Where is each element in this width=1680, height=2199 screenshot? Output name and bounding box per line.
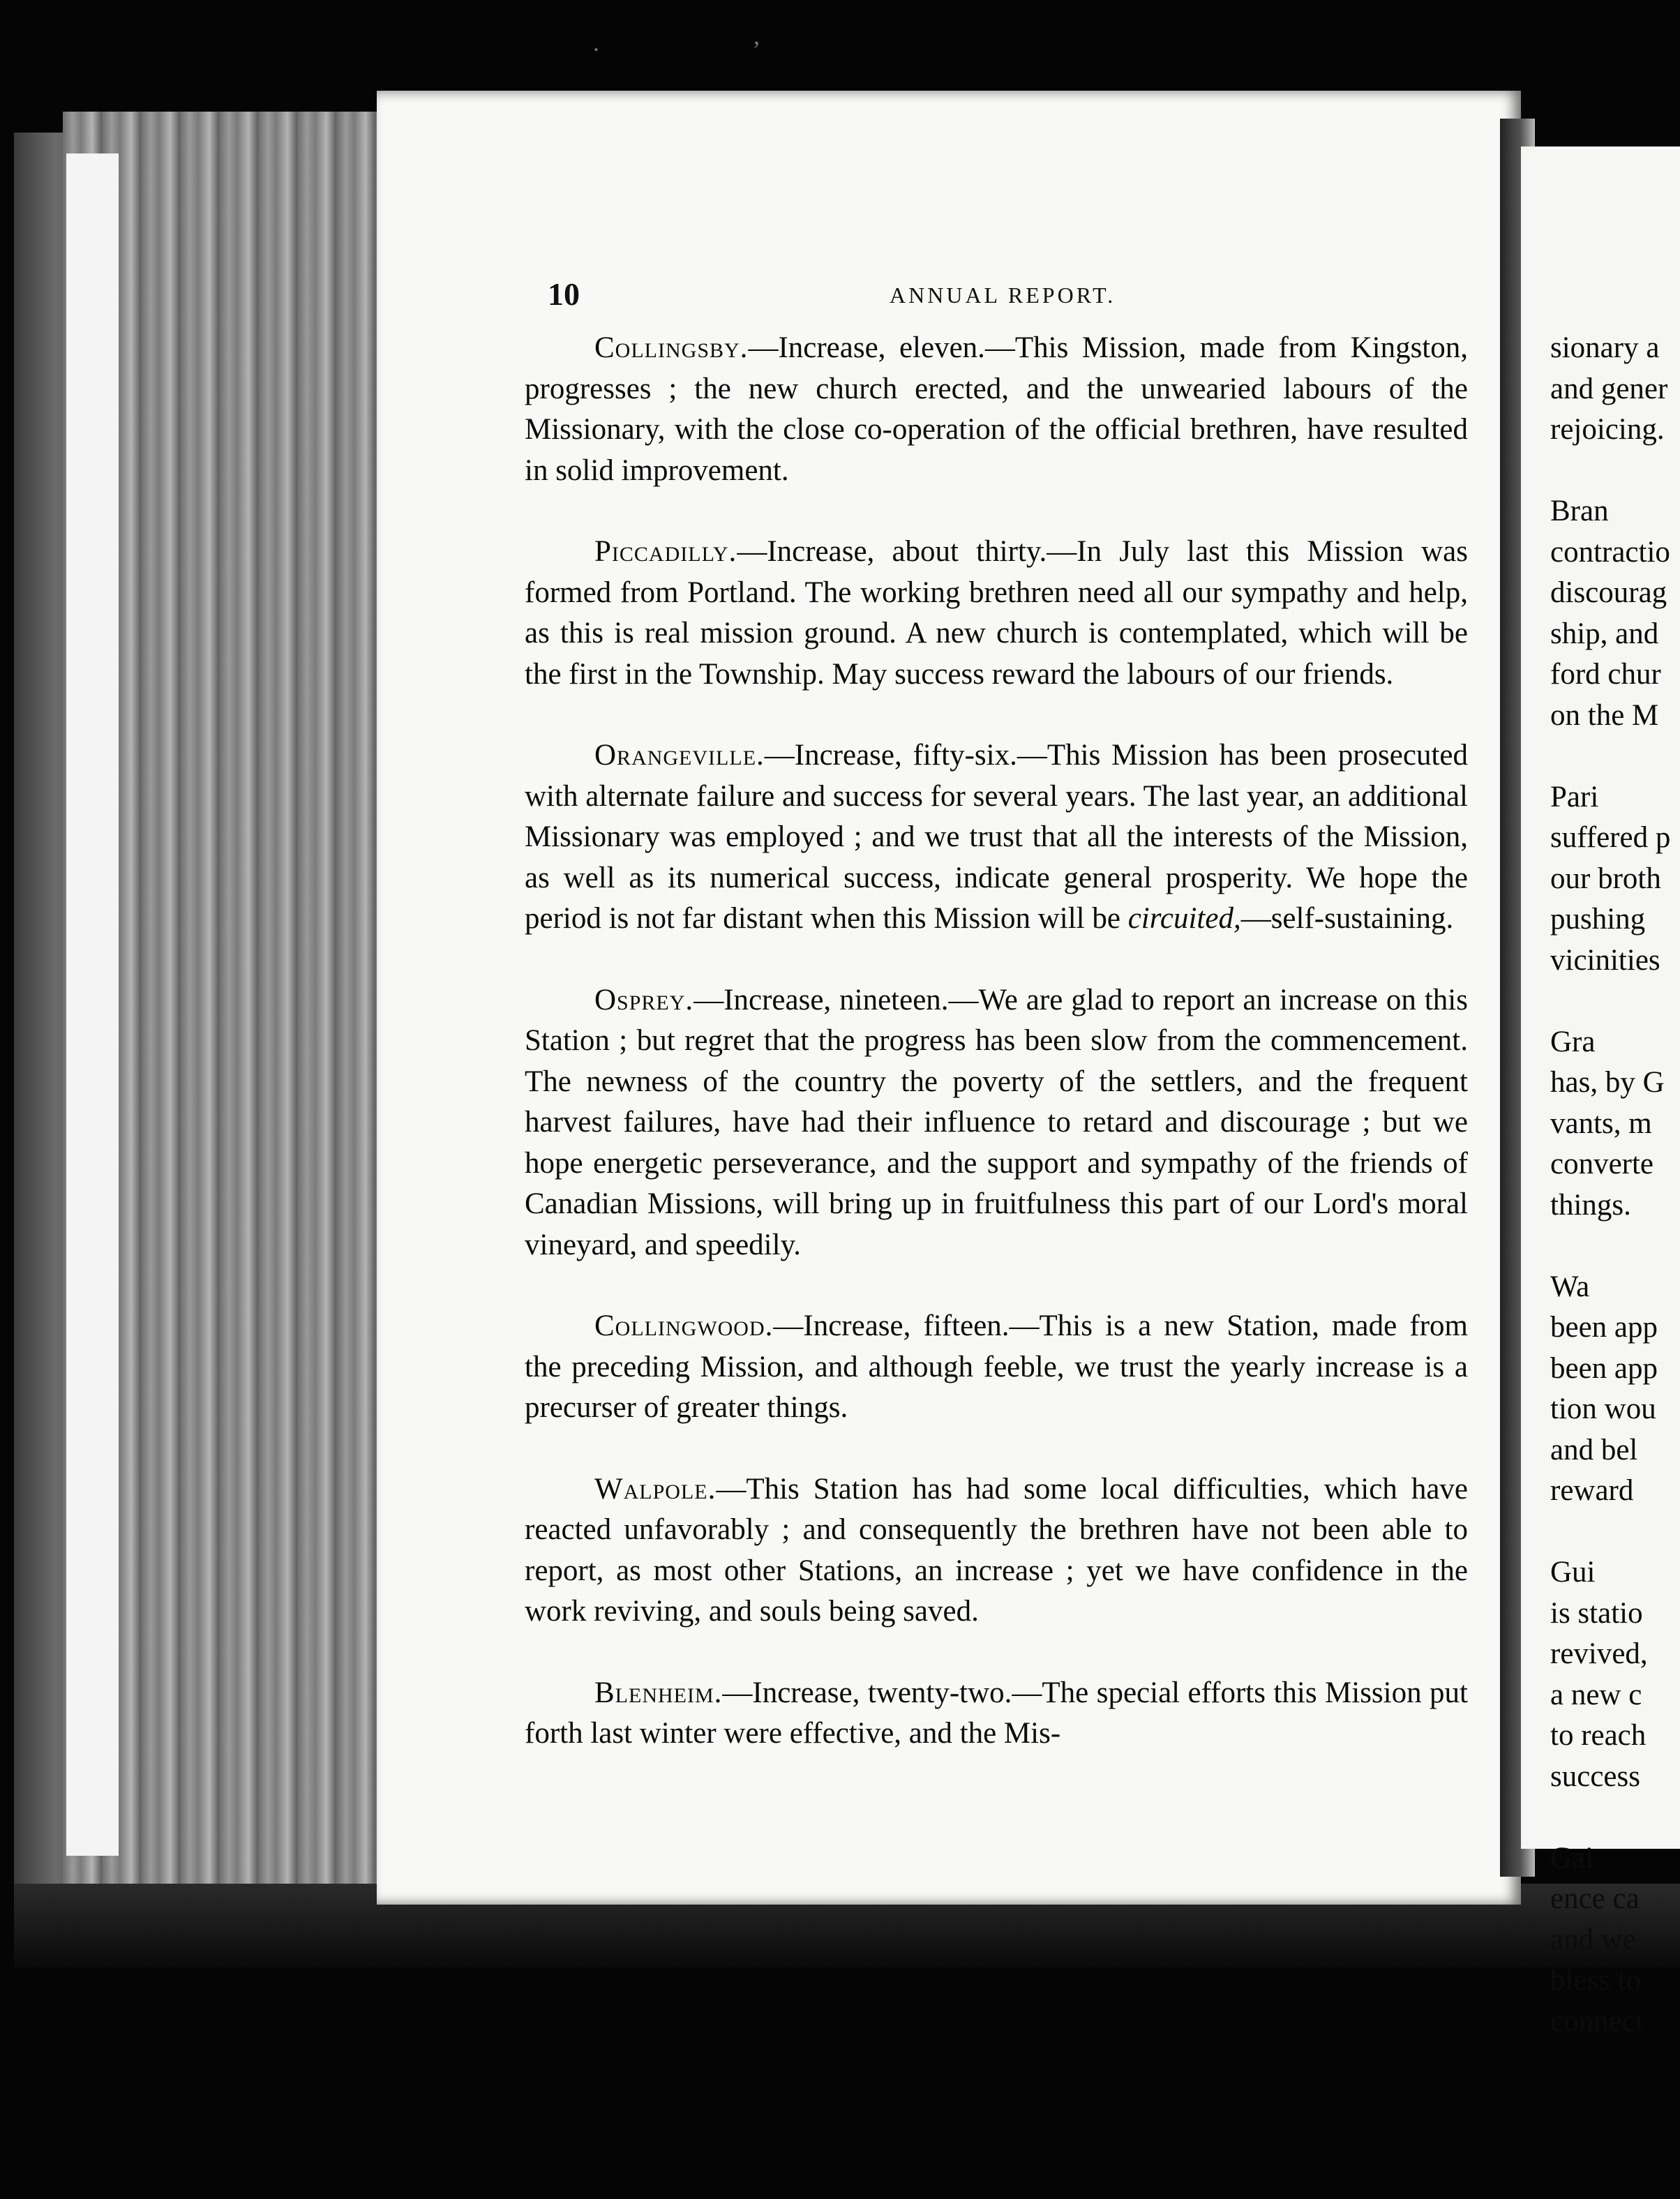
paragraph-piccadilly bbox=[525, 532, 1468, 695]
right-page-line: been app bbox=[1550, 1351, 1658, 1385]
right-page-text bbox=[1550, 328, 1680, 2042]
right-page-line: on the M bbox=[1550, 698, 1659, 732]
paragraph-body: —Increase, twenty-two.—The special efforts this Mission put forth last winter were effective, and the Mis- bbox=[525, 1676, 1468, 1750]
page-header bbox=[548, 276, 1469, 317]
right-page-line: pushing bbox=[1550, 903, 1646, 936]
scan-speck: , bbox=[753, 22, 760, 50]
right-page-gap bbox=[1550, 736, 1680, 777]
right-page-line: Gai bbox=[1550, 1841, 1594, 1875]
right-page-line: contractio bbox=[1550, 535, 1670, 569]
page-number: 10 bbox=[548, 276, 580, 312]
running-head: ANNUAL REPORT. bbox=[890, 283, 1116, 308]
paragraph-osprey bbox=[525, 980, 1468, 1266]
paragraph-body: —Increase, about thirty.—In July last this Mission was formed from Portland. The working brethren need all our sympathy and help, as this is real mission ground. A new church is contemplated, which will be the first in the Township. May success reward the labours of our friends. bbox=[525, 535, 1468, 691]
right-page-line: to reach bbox=[1550, 1719, 1647, 1752]
right-page-gap bbox=[1550, 1226, 1680, 1267]
paragraph-blenheim bbox=[525, 1673, 1468, 1755]
right-page-gap bbox=[1550, 451, 1680, 492]
right-page-line: sionary a bbox=[1550, 331, 1660, 364]
right-page-gap bbox=[1550, 1797, 1680, 1838]
station-name: Blenheim. bbox=[594, 1676, 723, 1709]
right-page-gap bbox=[1550, 1512, 1680, 1553]
right-page-line: connect bbox=[1550, 2004, 1644, 2038]
right-page-line: Wa bbox=[1550, 1270, 1590, 1303]
right-page-line: things. bbox=[1550, 1188, 1631, 1222]
right-page-line: Gra bbox=[1550, 1025, 1596, 1058]
scan-speck: . bbox=[593, 29, 599, 57]
right-page-line: reward bbox=[1550, 1474, 1634, 1507]
paragraph-walpole bbox=[525, 1469, 1468, 1633]
right-page-line: and bel bbox=[1550, 1433, 1638, 1466]
paragraph-collingwood bbox=[525, 1306, 1468, 1429]
station-name: Walpole. bbox=[594, 1472, 717, 1506]
right-page-line: our broth bbox=[1550, 862, 1661, 895]
right-page-line: Bran bbox=[1550, 495, 1609, 527]
paragraph-body: —Increase, eleven.—This Mission, made from Kingston, progresses ; the new church erected, and the unwearied labours of the Missionary, with the close co-operation of the official brethren, have resulted in solid improvement. bbox=[525, 331, 1468, 487]
right-page-line: Gui bbox=[1550, 1556, 1596, 1589]
right-page-line: a new c bbox=[1550, 1678, 1642, 1711]
right-page-line: discourag bbox=[1550, 576, 1667, 609]
right-page-line: vicinities bbox=[1550, 943, 1660, 977]
station-name: Orangeville. bbox=[594, 739, 765, 772]
station-name: Collingsby. bbox=[594, 331, 749, 364]
right-page-line: rejoicing. bbox=[1550, 413, 1665, 446]
right-page-line: ship, and bbox=[1550, 617, 1659, 650]
paragraph-body: —Increase, fifteen.—This is a new Station, made from the preceding Mission, and although feeble, we trust the yearly increase is a precurser of greater things. bbox=[525, 1309, 1468, 1424]
paragraph-body: —This Station has had some local difficulties, which have reacted unfavorably ; and consequently the brethren have not been able to report, as most other Stations, an increase ; yet we have confidence in the work reviving, and souls being saved. bbox=[525, 1472, 1468, 1628]
right-page-line: vants, m bbox=[1550, 1106, 1652, 1140]
station-name: Collingwood. bbox=[594, 1309, 774, 1342]
station-name: Piccadilly. bbox=[594, 535, 737, 568]
report-text-column bbox=[525, 328, 1468, 1795]
right-page-line: and gener bbox=[1550, 372, 1668, 405]
right-page-line: Pari bbox=[1550, 780, 1599, 813]
paragraph-orangeville bbox=[525, 735, 1468, 940]
right-page-gap bbox=[1550, 981, 1680, 1022]
right-page-line: converte bbox=[1550, 1148, 1654, 1180]
right-page-line: been app bbox=[1550, 1311, 1658, 1344]
right-page-line: ford chur bbox=[1550, 658, 1661, 691]
right-page-line: tion wou bbox=[1550, 1393, 1656, 1425]
station-name: Osprey. bbox=[594, 983, 694, 1016]
paragraph-emphasis: circuited, bbox=[1127, 902, 1241, 935]
right-page-line: suffered p bbox=[1550, 821, 1671, 854]
paragraph-collingsby bbox=[525, 328, 1468, 491]
paragraph-body: —Increase, nineteen.—We are glad to report an increase on this Station ; but regret that the progress has been slow from the commencement. The newness of the country the poverty of the settlers, and the frequent harvest failures, have had their influence to retard and discourage ; but we hope energetic perseverance, and the support and sympathy of the friends of Canadian Missions, will bring up in fruitfulness this part of our Lord's moral vineyard, and speedily. bbox=[525, 983, 1468, 1261]
right-page-line: and we bbox=[1550, 1923, 1636, 1956]
page-edge-strip bbox=[66, 153, 119, 1856]
paragraph-body: —Increase, fifty-six.—This Mission has been prosecuted with alternate failure and success for several years. The last year, an additional Missionary was employed ; and we trust that all the interests of the Mission, as well as its numerical success, indicate general prosperity. We hope the period is not far distant when this Mission will be bbox=[525, 739, 1468, 935]
right-page-line: ence ca bbox=[1550, 1882, 1640, 1915]
right-page-line: bless to bbox=[1550, 1964, 1642, 1997]
right-page-line: is statio bbox=[1550, 1596, 1643, 1630]
right-page-line: success bbox=[1550, 1759, 1640, 1793]
paragraph-tail: —self-sustaining. bbox=[1240, 902, 1454, 935]
right-page-line: has, by G bbox=[1550, 1066, 1665, 1099]
right-page-line: revived, bbox=[1550, 1637, 1648, 1670]
